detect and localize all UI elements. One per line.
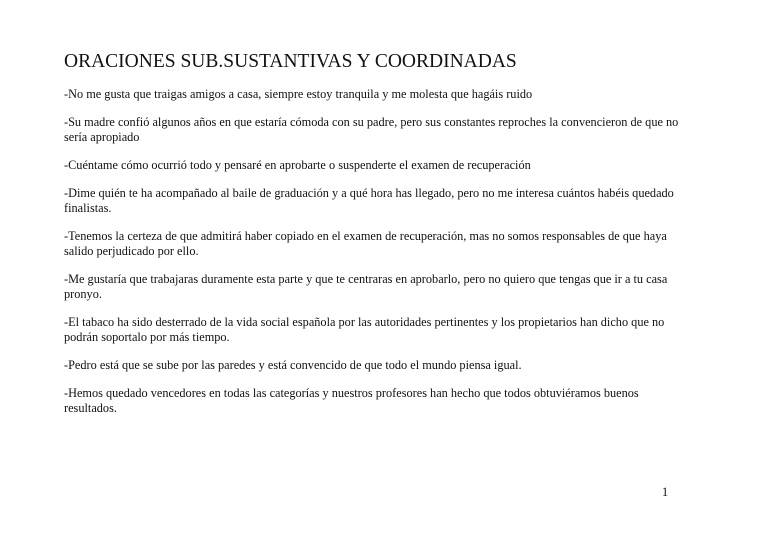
sentence-item: -Pedro está que se sube por las paredes y está convencido de que todo el mundo piensa igual. [64,358,522,372]
page-number: 1 [662,485,669,499]
sentence-item: -Su madre confió algunos años en que estaría cómoda con su padre, pero sus constantes reproches la convencieron de que no sería apropiado [64,115,679,144]
sentence-item: -Me gustaría que trabajaras duramente esta parte y que te centraras en aprobarlo, pero no quiero que tengas que ir a tu casa pronyo. [64,272,668,301]
document-title: ORACIONES SUB.SUSTANTIVAS Y COORDINADAS [64,51,517,72]
sentence-item: -Hemos quedado vencedores en todas las categorías y nuestros profesores han hecho que todos obtuviéramos buenos resultados. [64,386,639,415]
sentence-item: -Dime quién te ha acompañado al baile de graduación y a qué hora has llegado, pero no me interesa cuántos habéis quedado finalistas. [64,186,674,215]
sentence-item: -El tabaco ha sido desterrado de la vida social española por las autoridades pertinentes y los propietarios han dicho que no podrán soportalo por más tiempo. [64,315,665,344]
sentence-item: -Tenemos la certeza de que admitirá haber copiado en el examen de recuperación, mas no somos responsables de que haya salido perjudicado por ello. [64,229,667,258]
sentence-item: -Cuéntame cómo ocurrió todo y pensaré en aprobarte o suspenderte el examen de recuperación [64,158,531,172]
sentence-item: -No me gusta que traigas amigos a casa, siempre estoy tranquila y me molesta que hagáis ruido [64,87,533,101]
sentence-list [64,87,680,429]
